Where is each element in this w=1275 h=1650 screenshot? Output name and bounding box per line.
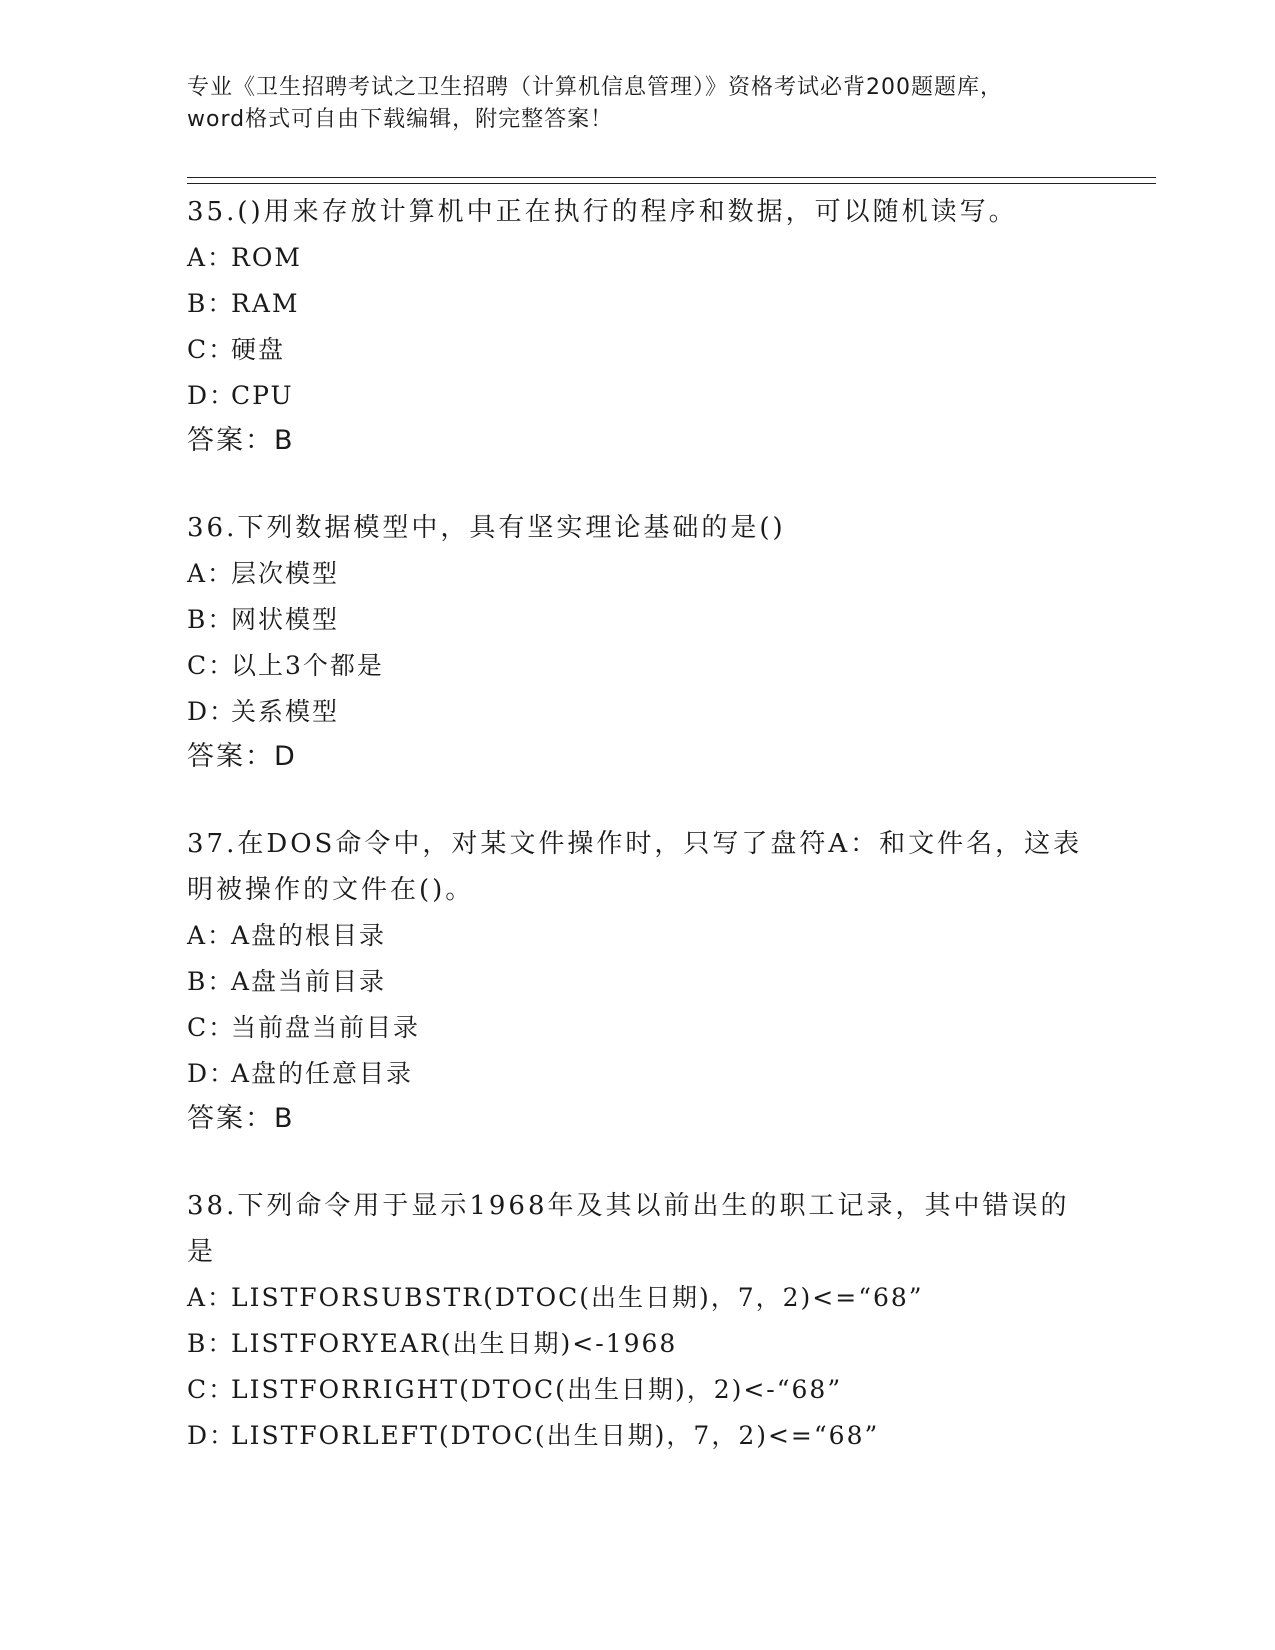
option-letter: C： xyxy=(187,1375,236,1404)
answer-line: 答案：B xyxy=(187,425,295,456)
option-text: LISTFORSUBSTR(DTOC(出生日期)，7，2)<=“68” xyxy=(231,1283,924,1312)
option-text: LISTFORRIGHT(DTOC(出生日期)，2)<-“68” xyxy=(231,1375,843,1404)
option-b xyxy=(187,597,1087,643)
option-text: 当前盘当前目录 xyxy=(231,1013,421,1042)
option-letter: A： xyxy=(187,1283,235,1312)
option-letter: C： xyxy=(187,335,236,364)
option-text: CPU xyxy=(231,381,294,410)
option-d xyxy=(187,689,1087,735)
option-text: 网状模型 xyxy=(231,605,340,634)
option-letter: C： xyxy=(187,1013,236,1042)
option-text: LISTFORLEFT(DTOC(出生日期)，7，2)<=“68” xyxy=(231,1421,880,1450)
option-text: 关系模型 xyxy=(231,697,340,726)
question-text-line-2: 明被操作的文件在()。 xyxy=(187,875,475,905)
option-c xyxy=(187,1367,1087,1413)
option-text: 以上3个都是 xyxy=(231,651,384,680)
option-c xyxy=(187,327,1087,373)
option-text: 层次模型 xyxy=(231,559,340,588)
option-letter: B： xyxy=(187,967,235,996)
question-text: 35.()用来存放计算机中正在执行的程序和数据，可以随机读写。 xyxy=(187,197,1018,227)
option-d xyxy=(187,1413,1087,1459)
option-letter: D： xyxy=(187,697,237,726)
header-line-2: word格式可自由下载编辑，附完整答案！ xyxy=(187,107,614,132)
question-text-line-1: 38.下列命令用于显示1968年及其以前出生的职工记录，其中错误的 xyxy=(187,1191,1070,1221)
option-a xyxy=(187,235,1087,281)
document-header xyxy=(187,72,1087,136)
question-35 xyxy=(187,189,1087,463)
option-text: ROM xyxy=(231,243,302,272)
header-divider-bottom xyxy=(187,183,1156,184)
question-36 xyxy=(187,505,1087,779)
option-a xyxy=(187,913,1087,959)
option-text: A盘的根目录 xyxy=(231,921,387,950)
option-letter: B： xyxy=(187,289,235,318)
option-letter: D： xyxy=(187,1059,237,1088)
option-letter: D： xyxy=(187,1421,237,1450)
question-38 xyxy=(187,1183,1087,1459)
header-divider-top xyxy=(187,177,1156,178)
option-text: 硬盘 xyxy=(231,335,286,364)
option-text: A盘的任意目录 xyxy=(231,1059,414,1088)
option-b xyxy=(187,281,1087,327)
option-a xyxy=(187,1275,1087,1321)
option-d xyxy=(187,1051,1087,1097)
question-text-line-2: 是 xyxy=(187,1237,217,1267)
option-text: RAM xyxy=(231,289,300,318)
header-line-1: 专业《卫生招聘考试之卫生招聘（计算机信息管理）》资格考试必背200题题库， xyxy=(187,75,1003,100)
question-text: 36.下列数据模型中，具有坚实理论基础的是() xyxy=(187,513,786,543)
option-letter: A： xyxy=(187,559,235,588)
question-list xyxy=(187,189,1087,1501)
option-c xyxy=(187,1005,1087,1051)
option-text: A盘当前目录 xyxy=(231,967,387,996)
question-text-line-1: 37.在DOS命令中，对某文件操作时，只写了盘符A：和文件名，这表 xyxy=(187,829,1083,859)
answer-line: 答案：D xyxy=(187,741,297,772)
option-letter: D： xyxy=(187,381,237,410)
option-d xyxy=(187,373,1087,419)
option-b xyxy=(187,1321,1087,1367)
option-a xyxy=(187,551,1087,597)
option-b xyxy=(187,959,1087,1005)
option-letter: B： xyxy=(187,605,235,634)
option-letter: C： xyxy=(187,651,236,680)
question-37 xyxy=(187,821,1087,1141)
option-letter: A： xyxy=(187,243,235,272)
answer-line: 答案：B xyxy=(187,1103,295,1134)
option-letter: B： xyxy=(187,1329,235,1358)
option-c xyxy=(187,643,1087,689)
option-letter: A： xyxy=(187,921,235,950)
option-text: LISTFORYEAR(出生日期)<-1968 xyxy=(231,1329,678,1358)
